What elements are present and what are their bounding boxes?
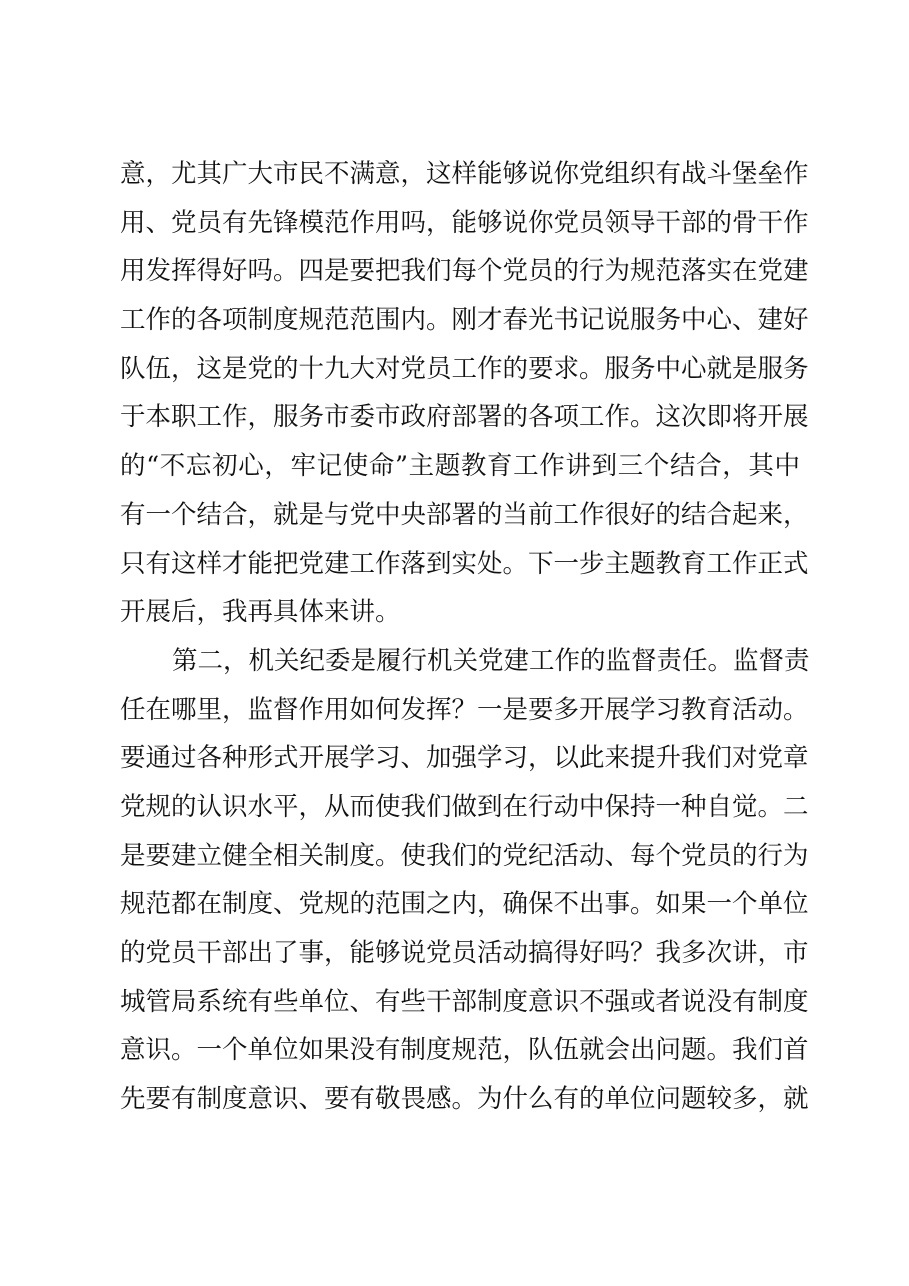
text-line: 是要建立健全相关制度。使我们的党纪活动、每个党员的行为 [120,840,809,871]
text-line: 意，尤其广大市民不满意，这样能够说你党组织有战斗堡垒作 [120,159,809,189]
text-line: 意识。一个单位如果没有制度规范，队伍就会出问题。我们首 [120,1035,809,1066]
text-line: 先要有制度意识、要有敬畏感。为什么有的单位问题较多，就 [120,1084,809,1115]
text-line: 党规的认识水平，从而使我们做到在行动中保持一种自觉。二 [120,791,809,822]
text-line: 只有这样才能把党建工作落到实处。下一步主题教育工作正式 [120,548,809,579]
text-line: 规范都在制度、党规的范围之内，确保不出事。如果一个单位 [120,889,809,920]
text-line: 要通过各种形式开展学习、加强学习，以此来提升我们对党章 [120,743,809,774]
text-line: 任在哪里，监督作用如何发挥？一是要多开展学习教育活动。 [120,694,809,725]
text-line: 队伍，这是党的十九大对党员工作的要求。服务中心就是服务 [120,353,809,384]
text-line: 开展后，我再具体来讲。 [120,597,401,628]
paragraph-first-line: 第二，机关纪委是履行机关党建工作的监督责任。监督责 [172,645,810,676]
text-line: 工作的各项制度规范范围内。刚才春光书记说服务中心、建好 [120,305,809,336]
text-line: 用、党员有先锋模范作用吗，能够说你党员领导干部的骨干作 [120,207,809,238]
text-line: 的党员干部出了事，能够说党员活动搞得好吗？我多次讲，市 [120,938,809,968]
text-line: 于本职工作，服务市委市政府部署的各项工作。这次即将开展 [120,402,809,433]
text-line: 城管局系统有些单位、有些干部制度意识不强或者说没有制度 [120,986,809,1017]
text-line: 有一个结合，就是与党中央部署的当前工作很好的结合起来， [120,499,809,530]
body-text [120,150,810,1124]
text-line: 的“不忘初心，牢记使命”主题教育工作讲到三个结合，其中 [120,451,800,482]
text-line: 用发挥得好吗。四是要把我们每个党员的行为规范落实在党建 [120,256,809,287]
